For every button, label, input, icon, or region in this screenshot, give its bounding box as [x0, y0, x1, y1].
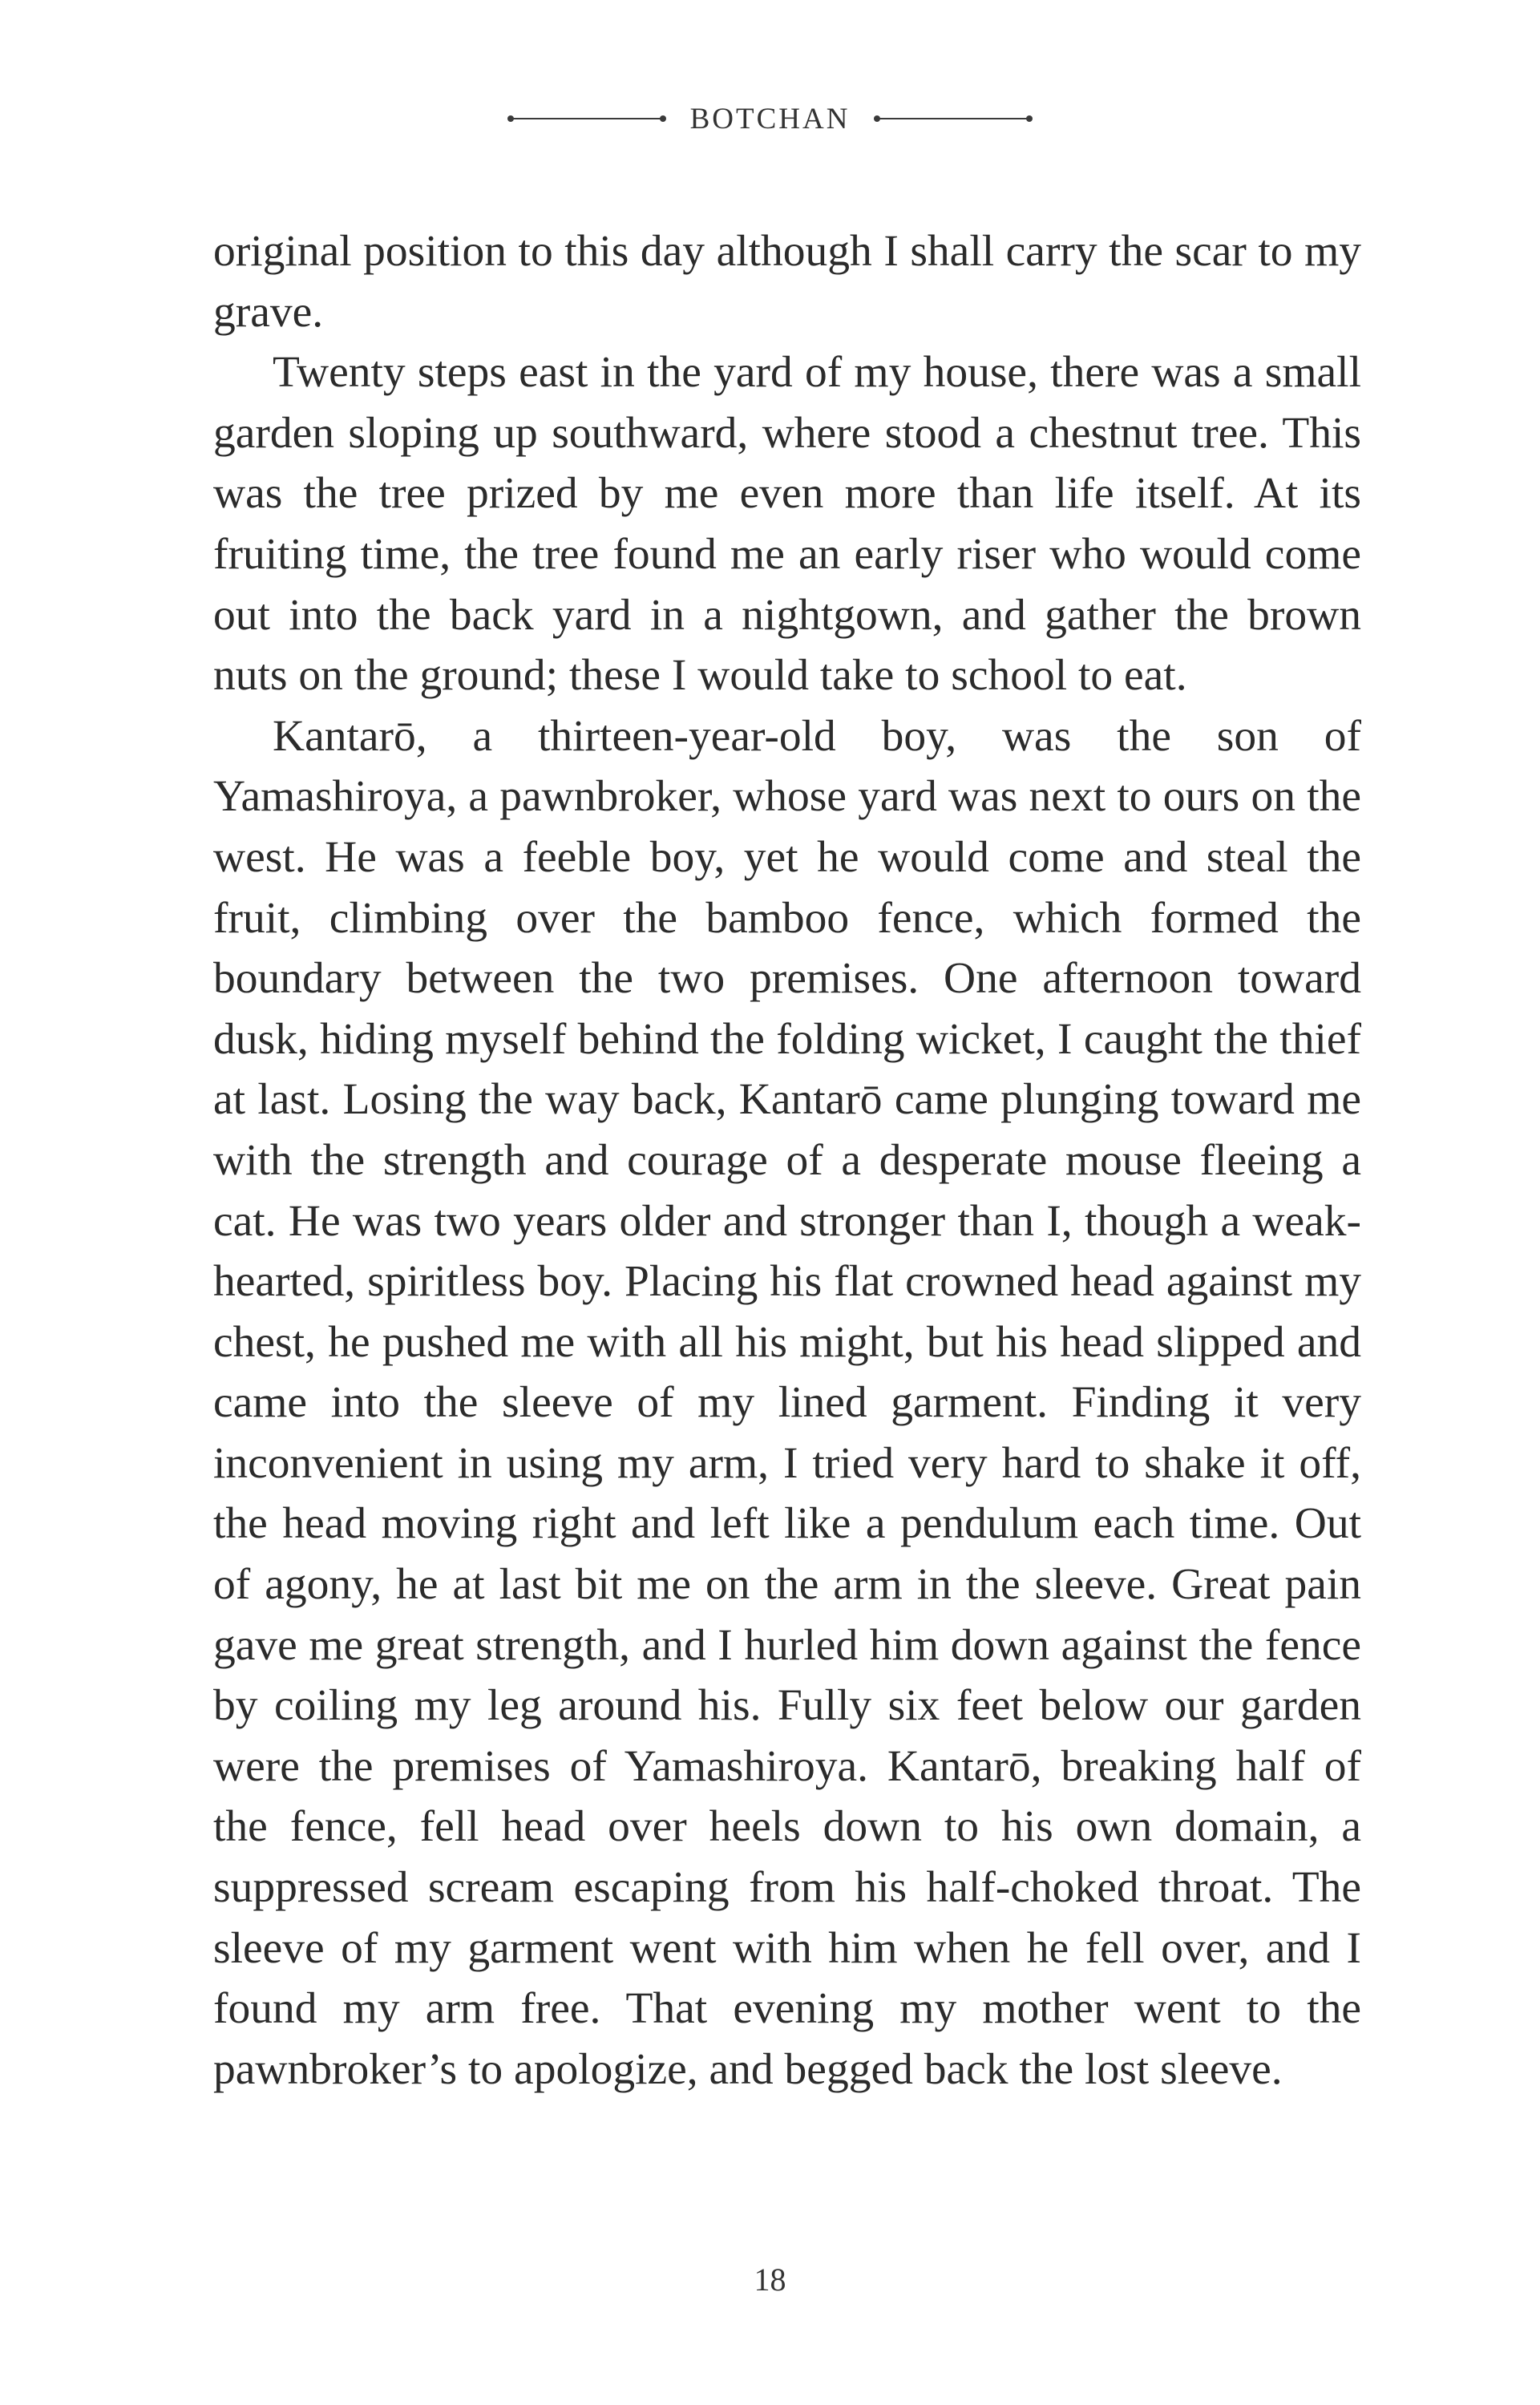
- page-number: 18: [754, 2262, 786, 2298]
- left-ornamental-rule: [511, 118, 663, 119]
- body-text: [213, 221, 1361, 2100]
- running-title: BOTCHAN: [689, 102, 851, 135]
- paragraph-kantaro: Kantarō, a thirteen-year-old boy, was the son of Yamashiroya, a pawnbroker, whose yard was next to ours on the west. He was a feeble boy, yet he would come and steal the fruit, climbing over the bamboo fence, which formed the boundary between the two premises. One afternoon toward dusk, hiding myself behind the folding wicket, I caught the thief at last. Losing the way back, Kantarō came plunging toward me with the strength and courage of a desperate mouse fleeing a cat. He was two years older and stronger than I, though a weak-hearted, spiritless boy. Placing his flat crowned head against my chest, he pushed me with all his might, but his head slipped and came into the sleeve of my lined garment. Finding it very inconvenient in using my arm, I tried very hard to shake it off, the head moving right and left like a pendulum each time. Out of agony, he at last bit me on the arm in the sleeve. Great pain gave me great strength, and I hurled him down against the fence by coiling my leg around his. Fully six feet below our garden were the premises of Yamashiroya. Kantarō, breaking half of the fence, fell head over heels down to his own domain, a suppressed scream escaping from his half-choked throat. The sleeve of my garment went with him when he fell over, and I found my arm free. That evening my mother went to the pawnbroker’s to apologize, and begged back the lost sleeve.: [213, 711, 1361, 2094]
- running-head: [0, 95, 1540, 143]
- paragraph-continued: original position to this day although I shall carry the scar to my grave.: [213, 227, 1361, 337]
- right-ornamental-rule: [877, 118, 1029, 119]
- paragraph-chestnut-tree: Twenty steps east in the yard of my house, there was a small garden sloping up southward, where stood a chestnut tree. This was the tree prized by me even more than life itself. At its fruiting time, the tree found me an early riser who would come out into the back yard in a nightgown, and gather the brown nuts on the ground; these I would take to school to eat.: [213, 348, 1361, 701]
